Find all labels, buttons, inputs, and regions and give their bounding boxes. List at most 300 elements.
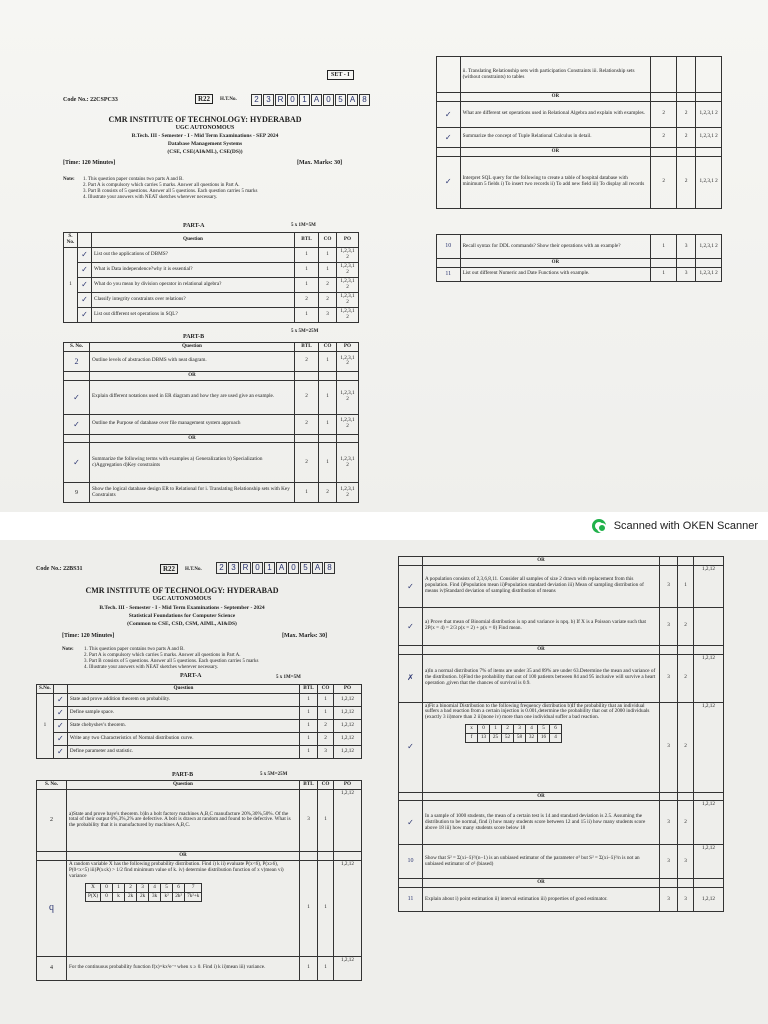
note-item: 1. This question paper contains two parts A and B.	[84, 647, 185, 652]
answered-tick-mark: ✓	[64, 443, 90, 483]
question-text: What do you mean by division operator in relational algebra?	[92, 277, 295, 292]
col-sno: S.No.	[37, 685, 54, 694]
btl-value: 2	[295, 380, 319, 414]
ht-number-char: R	[240, 562, 251, 574]
part-b-marks: 5 x 5M=25M	[260, 772, 288, 777]
part-a-table	[36, 684, 362, 759]
part-b-title: PART-B	[183, 334, 205, 340]
or-label: OR	[460, 259, 651, 268]
ht-number-char: 3	[263, 94, 274, 106]
code-number: Code No.: 22CSPC33	[63, 97, 118, 103]
table-row	[37, 706, 362, 719]
or-label: OR	[67, 851, 300, 860]
po-value: 1,2,3,1 2	[337, 247, 359, 262]
or-label: OR	[90, 371, 295, 380]
table-row	[37, 693, 362, 706]
branches: (Common to CSE, CSD, CSM, AIML, AI&DS)	[127, 621, 237, 627]
answered-tick-mark: ✓	[399, 607, 423, 645]
co-value: 2	[678, 607, 694, 645]
question-number: 11	[399, 888, 423, 912]
co-value: 3	[676, 267, 695, 281]
col-btl: BTL	[300, 685, 318, 694]
answered-tick-mark: ✓	[399, 702, 423, 792]
ht-number-char: 0	[288, 562, 299, 574]
code-number: Code No.: 22BS31	[36, 566, 83, 572]
question-text: a)In a normal distribution 7% of items are under 35 and 89% are under 63.Determine the mean and variance of the distribution. b)Find the probability that out of 100 patients between 84 and 95 inclusive will survive a heart operation ,given that the chances of survival is 0.9.	[423, 654, 660, 702]
co-value: 2	[678, 654, 694, 702]
po-value	[694, 607, 724, 645]
table-cell: 2k	[137, 892, 149, 901]
btl-value: 1	[295, 307, 319, 322]
col-co: CO	[319, 233, 337, 248]
ht-number-char: 1	[264, 562, 275, 574]
ht-number-char: 0	[323, 94, 334, 106]
subject-name: Statistical Foundations for Computer Science	[128, 613, 236, 619]
table-cell: 0	[101, 892, 113, 901]
col-question: Question	[67, 781, 300, 790]
answered-tick-mark: ✓	[78, 277, 92, 292]
answered-tick-mark: ✓	[53, 745, 67, 758]
table-cell: 13	[478, 734, 490, 743]
note-label: Note:	[62, 647, 74, 652]
table-cell: 4	[550, 734, 562, 743]
po-value: 1,2,3,1 2	[696, 267, 722, 281]
btl-value: 1	[300, 956, 318, 980]
ht-number-char: 0	[252, 562, 263, 574]
scan-page-bottom	[0, 540, 768, 1024]
question-text: Outline the Purpose of database over file management system approach	[90, 414, 295, 434]
table-cell: P(X)	[86, 892, 101, 901]
question-text: State chebyshev's theorem.	[67, 719, 299, 732]
po-value: 1,2,3,1 2	[696, 101, 722, 127]
answered-tick-mark: ✓	[53, 693, 67, 706]
col-co: CO	[318, 781, 334, 790]
table-cell: X	[86, 883, 101, 892]
btl-value: 1	[651, 235, 677, 259]
question-text: Explain different notations used in ER diagram and how they are used give an example.	[90, 380, 295, 414]
btl-value: 1	[651, 267, 677, 281]
or-row	[399, 792, 724, 801]
po-value: 1,2,12	[694, 654, 724, 702]
answered-tick-mark: ✓	[399, 565, 423, 607]
table-row	[64, 351, 359, 371]
po-value: 1,2,3,1 2	[337, 380, 359, 414]
table-cell: 32	[526, 734, 538, 743]
branches: (CSE, CSE(AI&ML), CSE(DS))	[167, 149, 243, 155]
po-value: 1,2,12	[694, 845, 724, 879]
ht-number-char: A	[312, 562, 323, 574]
or-row	[37, 851, 362, 860]
table-cell: 4	[526, 725, 538, 734]
po-value: 1,2,12	[334, 789, 362, 851]
question-text: Summarize the following terms with examples a) Generalization b) Specialization c)Aggregation d)Key constraints	[90, 443, 295, 483]
question-text: a)Fit a binomial Distribution to the following frequency distribution b)If the probability that an individual suffers a bad reaction from a certain injection is 0.001,determine the probability that out of 2000 individuals (exactly 3 ii)more than 2 iii)none iv) more than one individual suffer a bad reaction.	[425, 702, 650, 721]
table-cell: 0	[478, 725, 490, 734]
btl-value: 1	[300, 706, 318, 719]
statistics-question-paper	[32, 556, 380, 1024]
ht-number-char: 2	[216, 562, 227, 574]
ht-number-boxes	[251, 94, 370, 106]
table-row	[86, 892, 202, 901]
or-label: OR	[423, 557, 660, 566]
scanner-watermark-text: Scanned with OKEN Scanner	[613, 520, 758, 532]
table-row	[86, 883, 202, 892]
autonomy-label: UGC AUTONOMOUS	[152, 596, 212, 602]
co-value: 1	[318, 693, 334, 706]
table-row	[399, 654, 724, 702]
btl-value: 2	[651, 101, 677, 127]
btl-value: 1	[295, 247, 319, 262]
question-text: Define sample space.	[67, 706, 299, 719]
table-row	[37, 956, 362, 980]
question-text: State and prove addition theorem on probability.	[67, 693, 299, 706]
statistics-question-paper-continued	[398, 556, 728, 1024]
col-tick	[78, 233, 92, 248]
table-row	[437, 267, 722, 281]
co-value: 1	[319, 380, 337, 414]
or-label: OR	[423, 645, 660, 654]
note-item: 4. Illustrate your answers with NEAT sketches wherever necessary.	[84, 665, 219, 670]
table-row	[437, 127, 722, 147]
po-value: 1,2,12	[694, 801, 724, 845]
question-text: Explain about i) point estimation ii) interval estimation iii) properties of good estimator.	[423, 888, 660, 912]
table-cell: 2	[125, 883, 137, 892]
co-value: 1	[319, 414, 337, 434]
subject-name: Database Management Systems	[167, 141, 243, 147]
table-row	[399, 607, 724, 645]
col-question: Question	[92, 233, 295, 248]
table-row	[37, 745, 362, 758]
table-header-row	[37, 685, 362, 694]
table-row	[437, 235, 722, 259]
note-item: 3. Part B consists of 5 questions. Answer all 5 questions. Each question carries 5 marks	[83, 189, 258, 194]
part-b-continued-table	[398, 556, 724, 912]
max-marks-label: [Max. Marks: 30]	[297, 160, 343, 166]
or-row	[64, 434, 359, 443]
answered-tick-mark: ✓	[437, 156, 461, 208]
question-text: For the continuous probability function f(x)=kx²e⁻ˣ when x ≥ 0. Find i) k ii)mean iii) variance.	[67, 956, 300, 980]
po-value: 1,2,3,1 2	[337, 351, 359, 371]
po-value: 1,2,12	[694, 565, 724, 607]
col-question: Question	[67, 685, 299, 694]
co-value: 2	[319, 483, 337, 503]
po-value: 1,2,12	[334, 732, 362, 745]
table-cell: 2k²	[173, 892, 185, 901]
ht-number-char: 5	[335, 94, 346, 106]
table-cell: 3	[137, 883, 149, 892]
question-number: 11	[437, 267, 461, 281]
question-number: 2	[64, 351, 90, 371]
btl-value: 1	[300, 719, 318, 732]
or-row	[437, 147, 722, 156]
part-a-title: PART-A	[183, 223, 205, 229]
or-label: OR	[460, 93, 651, 102]
po-value: 1,2,12	[694, 702, 724, 792]
col-btl: BTL	[300, 781, 318, 790]
po-value: 1,2,12	[334, 956, 362, 980]
po-value: 1,2,3,1 2	[337, 292, 359, 307]
po-value: 1,2,3,1 2	[337, 443, 359, 483]
question-text: Interpret SQL query for the following to create a table of hospital database with minimum 5 fields i) To insert two records ii) To add new field iii) To display all records	[460, 156, 651, 208]
po-value: 1,2,3,1 2	[337, 262, 359, 277]
table-cell: 5	[538, 725, 550, 734]
btl-value: 2	[651, 127, 677, 147]
table-row	[64, 292, 359, 307]
table-row	[64, 247, 359, 262]
table-row	[437, 156, 722, 208]
ht-number-char: R	[275, 94, 286, 106]
table-row	[399, 888, 724, 912]
question-cell	[67, 860, 300, 956]
btl-value: 2	[295, 414, 319, 434]
question-text: A random variable X has the following probability distribution. Find i) k ii) evaluate P(x<6), P(x≥6), P(0<x<5) iii)P(x≤k) > 1/2 find minimum value of k. iv) determine distribution function of x v)mean vi) variance	[69, 860, 284, 879]
autonomy-label: UGC AUTONOMOUS	[175, 125, 235, 131]
btl-value: 1	[295, 483, 319, 503]
table-row	[437, 101, 722, 127]
table-row	[64, 380, 359, 414]
table-header-row	[37, 781, 362, 790]
btl-value: 1	[300, 732, 318, 745]
question-number: 4	[37, 956, 67, 980]
or-row	[399, 879, 724, 888]
question-text: List out different Numeric and Date Functions with example.	[460, 267, 651, 281]
part-a-marks: 5 x 1M=5M	[291, 223, 316, 228]
ht-number-char: 1	[299, 94, 310, 106]
col-btl: BTL	[295, 343, 319, 352]
question-text: List out different set operations in SQL?	[92, 307, 295, 322]
exam-title: B.Tech. III - Semester - I - Mid Term Examinations - September - 2024	[99, 605, 265, 611]
ht-number-char: 5	[300, 562, 311, 574]
btl-value: 2	[651, 156, 677, 208]
btl-value: 1	[300, 745, 318, 758]
co-value: 1	[319, 351, 337, 371]
po-value: 1,2,12	[694, 888, 724, 912]
question-text: Outline levels of abstraction DBMS with neat diagram.	[90, 351, 295, 371]
table-cell: 52	[502, 734, 514, 743]
question-number: q	[37, 860, 67, 956]
table-row	[37, 719, 362, 732]
ht-number-char: A	[347, 94, 358, 106]
po-value: 1,2,12	[334, 719, 362, 732]
answered-tick-mark: ✓	[53, 706, 67, 719]
co-value: 1	[318, 860, 334, 956]
part-b-title: PART-B	[172, 772, 194, 778]
co-value: 2	[318, 719, 334, 732]
or-label: OR	[423, 792, 660, 801]
question-text: Show the logical database design ER to Relational for i. Translating Relationship sets with Key Constraints	[90, 483, 295, 503]
co-value: 2	[319, 277, 337, 292]
time-label: [Time: 120 Minutes]	[63, 160, 116, 166]
col-po: PO	[334, 781, 362, 790]
table-cell: 7	[185, 883, 202, 892]
btl-value: 1	[295, 277, 319, 292]
co-value: 2	[676, 101, 695, 127]
table-row	[64, 443, 359, 483]
group-number: 1	[37, 693, 54, 758]
table-cell: k	[113, 892, 125, 901]
po-value: 1,2,3,1 2	[337, 414, 359, 434]
or-row	[399, 557, 724, 566]
co-value: 3	[318, 745, 334, 758]
answered-tick-mark: ✓	[53, 732, 67, 745]
table-row	[437, 57, 722, 93]
co-value: 2	[678, 801, 694, 845]
or-row	[437, 93, 722, 102]
co-value: 3	[678, 845, 694, 879]
po-value: 1,2,3,1 2	[696, 235, 722, 259]
dbms-question-paper-continued	[436, 56, 726, 296]
table-cell: k²	[161, 892, 173, 901]
table-cell: 6	[550, 725, 562, 734]
part-b-table	[36, 780, 362, 981]
table-cell: 2	[502, 725, 514, 734]
co-value: 2	[676, 156, 695, 208]
ht-number-label: H.T.No.	[185, 567, 202, 572]
ht-number-char: 8	[359, 94, 370, 106]
question-number: 2	[37, 789, 67, 851]
table-header-row	[64, 343, 359, 352]
oken-scanner-logo-icon	[592, 518, 608, 534]
table-row	[399, 702, 724, 792]
question-text: Define parameter and statistic.	[67, 745, 299, 758]
col-tick	[53, 685, 67, 694]
answered-tick-mark: ✓	[64, 380, 90, 414]
part-b-continued-table	[436, 56, 722, 209]
co-value: 1	[319, 262, 337, 277]
dbms-question-paper	[55, 60, 365, 512]
answered-tick-mark: ✓	[399, 801, 423, 845]
table-cell: 6	[173, 883, 185, 892]
co-value: 3	[676, 235, 695, 259]
note-item: 4. Illustrate your answers with NEAT sketches wherever necessary.	[83, 195, 218, 200]
table-cell: 3	[514, 725, 526, 734]
co-value: 2	[319, 292, 337, 307]
col-co: CO	[318, 685, 334, 694]
frequency-distribution-table	[465, 724, 562, 743]
table-cell: 16	[538, 734, 550, 743]
note-item: 3. Part B consists of 5 questions. Answer all 5 questions. Each question carries 5 marks	[84, 659, 259, 664]
po-value: 1,2,12	[334, 693, 362, 706]
part-b-marks: 5 x 5M=25M	[291, 329, 319, 334]
table-row	[399, 565, 724, 607]
time-label: [Time: 120 Minutes]	[62, 633, 115, 639]
btl-value: 3	[660, 845, 678, 879]
po-value: 1,2,12	[334, 745, 362, 758]
table-cell: 5	[161, 883, 173, 892]
question-text: Write any two Characteristics of Normal distribution curve.	[67, 732, 299, 745]
note-item: 2. Part A is compulsory which carries 5 marks. Answer all questions in Part A.	[84, 653, 241, 658]
ht-number-char: 3	[228, 562, 239, 574]
answered-tick-mark: ✓	[78, 262, 92, 277]
co-value: 3	[678, 888, 694, 912]
ht-number-boxes	[216, 562, 335, 574]
or-row	[64, 371, 359, 380]
question-text: a)State and prove baye's theorem. b)In a bolt factory machines A,B,C manufacture 20%,30%,50%. Of the total of their output 6%,3%,2% are defective. A bolt is drawn at random and found to be defective. What is the probability that it is manufactured by machines A,B,C.	[67, 789, 300, 851]
ht-number-char: 2	[251, 94, 262, 106]
col-po: PO	[337, 233, 359, 248]
table-cell: 0	[101, 883, 113, 892]
answered-tick-mark: ✓	[78, 292, 92, 307]
scanner-watermark-bar	[0, 512, 768, 540]
answered-tick-mark: ✓	[78, 247, 92, 262]
po-value: 1,2,3,1 2	[696, 156, 722, 208]
btl-value: 3	[660, 702, 678, 792]
table-cell: 7k²+k	[185, 892, 202, 901]
institute-name: CMR INSTITUTE OF TECHNOLOGY: HYDERABAD	[85, 586, 279, 595]
institute-name: CMR INSTITUTE OF TECHNOLOGY: HYDERABAD	[108, 115, 302, 124]
table-row	[399, 801, 724, 845]
table-row	[466, 725, 562, 734]
table-cell: 4	[149, 883, 161, 892]
part-a-table	[63, 232, 359, 323]
ht-number-char: 0	[287, 94, 298, 106]
table-row	[64, 483, 359, 503]
answered-tick-mark: ✓	[437, 127, 461, 147]
co-value: 2	[678, 702, 694, 792]
col-sno: S. No.	[64, 343, 90, 352]
table-cell: 58	[514, 734, 526, 743]
btl-value: 1	[300, 860, 318, 956]
col-po: PO	[334, 685, 362, 694]
btl-value: 3	[660, 565, 678, 607]
table-cell: 1	[490, 725, 502, 734]
table-row	[466, 734, 562, 743]
question-text: Recall syntax for DDL commands? Show their operations with an example?	[460, 235, 651, 259]
col-co: CO	[319, 343, 337, 352]
co-value: 1	[319, 247, 337, 262]
question-text: A population consists of 2,3,6,8,11. Consider all samples of size 2 drawn with replacement from this population. Find i)Population mean ii)Population standard deviation iii) Mean of sampling distribution of means iv)Standard deviation of sampling distribution of means	[423, 565, 660, 607]
question-cell	[423, 702, 660, 792]
question-text: What is Data independence?why it is essential?	[92, 262, 295, 277]
probability-distribution-table	[85, 883, 202, 902]
btl-value: 3	[660, 607, 678, 645]
ht-number-char: A	[311, 94, 322, 106]
po-value: 1,2,12	[334, 860, 362, 956]
table-cell: 2k	[125, 892, 137, 901]
regulation-box: R22	[160, 564, 178, 574]
regulation-box: R22	[195, 94, 213, 104]
table-cell: f	[466, 734, 478, 743]
set-label: SET - I	[327, 70, 354, 80]
col-po: PO	[337, 343, 359, 352]
po-value: 1,2,3,1 2	[337, 483, 359, 503]
co-value: 1	[319, 443, 337, 483]
note-item: 2. Part A is compulsory which carries 5 marks. Answer all questions in Part A.	[83, 183, 240, 188]
btl-value: 3	[660, 654, 678, 702]
co-value: 2	[318, 732, 334, 745]
answered-tick-mark: ✓	[64, 414, 90, 434]
question-number: 9	[64, 483, 90, 503]
btl-value: 1	[300, 693, 318, 706]
btl-value: 3	[660, 801, 678, 845]
co-value: 1	[318, 956, 334, 980]
question-text: Summarize the concept of Tuple Relational Calculus in detail.	[460, 127, 651, 147]
part-a-marks: 5 x 1M=5M	[276, 675, 301, 680]
co-value: 2	[676, 127, 695, 147]
answered-tick-mark: ✓	[78, 307, 92, 322]
or-label: OR	[423, 879, 660, 888]
question-number: 10	[437, 235, 461, 259]
table-row	[64, 262, 359, 277]
co-value: 1	[318, 706, 334, 719]
btl-value: 3	[660, 888, 678, 912]
btl-value: 3	[300, 789, 318, 851]
table-cell: 25	[490, 734, 502, 743]
table-cell: x	[466, 725, 478, 734]
co-value: 3	[319, 307, 337, 322]
part-b-last-table	[436, 234, 722, 282]
or-row	[437, 259, 722, 268]
